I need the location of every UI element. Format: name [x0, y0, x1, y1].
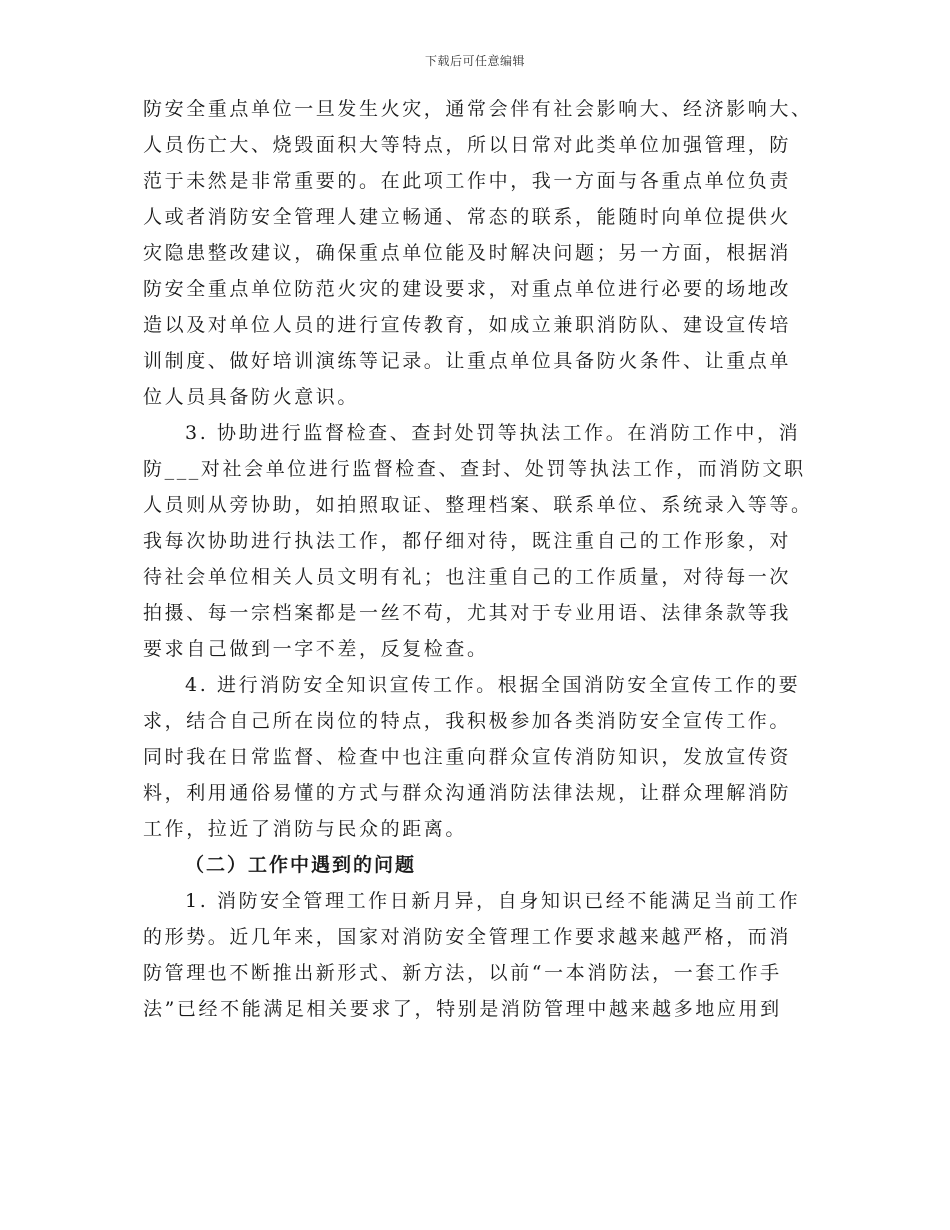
body-line: 训制度、做好培训演练等记录。让重点单位具备防火条件、让重点单	[143, 350, 792, 372]
body-line: 造以及对单位人员的进行宣传教育，如成立兼职消防队、建设宣传培	[143, 314, 792, 336]
body-line: 防安全重点单位一旦发生火灾，通常会伴有社会影响大、经济影响大、	[143, 98, 813, 120]
body-line: 人或者消防安全管理人建立畅通、常态的联系，能随时向单位提供火	[143, 206, 792, 228]
body-line: 法”已经不能满足相关要求了，特别是消防管理中越来越多地应用到	[143, 998, 782, 1020]
body-line: 的形势。近几年来，国家对消防安全管理工作要求越来越严格，而消	[143, 926, 792, 948]
body-line: 我每次协助进行执法工作，都仔细对待，既注重自己的工作形象，对	[143, 530, 792, 552]
body-line: 要求自己做到一字不差，反复检查。	[143, 638, 489, 660]
body-line: 拍摄、每一宗档案都是一丝不苟，尤其对于专业用语、法律条款等我	[143, 602, 792, 624]
body-line: 防管理也不断推出新形式、新方法，以前“一本消防法，一套工作手	[143, 962, 782, 984]
paragraph-first-line: 1. 消防安全管理工作日新月异，自身知识已经不能满足当前工作	[185, 890, 801, 912]
body-line: 求，结合自己所在岗位的特点，我积极参加各类消防安全宣传工作。	[143, 710, 792, 732]
body-line: 同时我在日常监督、检查中也注重向群众宣传消防知识，发放宣传资	[143, 746, 792, 768]
page-header: 下载后可任意编辑	[424, 54, 525, 68]
body-line: 位人员具备防火意识。	[143, 386, 360, 408]
body-line: 工作，拉近了消防与民众的距离。	[143, 818, 468, 840]
paragraph-first-line: 3. 协助进行监督检查、查封处罚等执法工作。在消防工作中，消	[185, 422, 801, 444]
body-line: 防安全重点单位防范火灾的建设要求，对重点单位进行必要的场地改	[143, 278, 792, 300]
body-line: 料，利用通俗易懂的方式与群众沟通消防法律法规，让群众理解消防	[143, 782, 792, 804]
body-line: 人员伤亡大、烧毁面积大等特点，所以日常对此类单位加强管理，防	[143, 134, 792, 156]
body-line: 人员则从旁协助，如拍照取证、整理档案、联系单位、系统录入等等。	[143, 494, 813, 516]
section-heading: （二）工作中遇到的问题	[185, 854, 417, 876]
body-line: 灾隐患整改建议，确保重点单位能及时解决问题；另一方面，根据消	[143, 242, 792, 264]
body-line: 范于未然是非常重要的。在此项工作中，我一方面与各重点单位负责	[143, 170, 792, 192]
body-line: 待社会单位相关人员文明有礼；也注重自己的工作质量，对待每一次	[143, 566, 792, 588]
paragraph-first-line: 4. 进行消防安全知识宣传工作。根据全国消防安全宣传工作的要	[185, 674, 801, 696]
body-line: 防___对社会单位进行监督检查、查封、处罚等执法工作，而消防文职	[143, 458, 806, 480]
